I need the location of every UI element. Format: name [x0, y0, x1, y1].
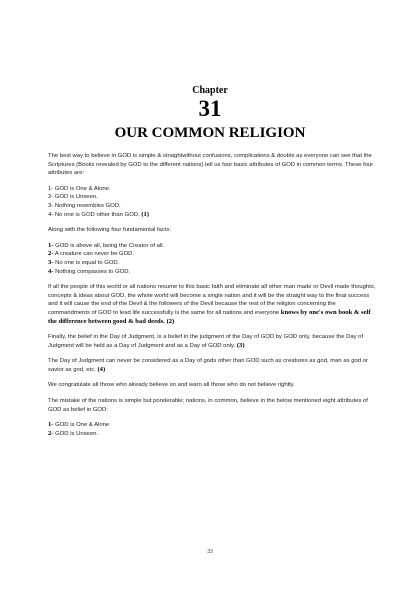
eight-attribute-number: 1- — [48, 421, 54, 429]
eight-attribute-text: GOD is One & Alone — [55, 422, 110, 429]
fact-item — [48, 259, 378, 268]
fact-number: 4- — [48, 267, 54, 275]
judgment-paragraph — [48, 333, 378, 350]
fact-item — [48, 268, 378, 277]
intro-paragraph: The best way to believe in GOD is simple & straightwithout confusions, complications & doubts as everyone can see that the Scriptures (Books revealed by GOD to the different nations) tell us four basic attributes of GOD in common terms. These four attributes are: — [48, 153, 374, 177]
footnote-ref: (2) — [166, 317, 175, 325]
attributes-list — [48, 185, 378, 219]
fact-text: A creature can never be GOD. — [54, 251, 135, 258]
chapter-body — [48, 152, 378, 445]
fact-number: 2- — [48, 250, 54, 258]
eight-attribute-item — [48, 421, 378, 430]
day-of-gods-text: The Day of Judgment can never be considered as a Day of gods other than GOD such as creatures as god, man as god or savior as god, etc. — [48, 358, 368, 373]
fact-number: 3- — [48, 258, 54, 266]
eight-attribute-text: GOD is Unseen. — [55, 430, 99, 437]
world-paragraph-end: knows by one's own book & self the difference between good & bad deeds. — [48, 308, 371, 325]
page-number: 33 — [207, 549, 213, 555]
fact-number: 1- — [48, 241, 54, 249]
footnote-ref: (1) — [141, 210, 150, 218]
world-paragraph-text: If all the people of this world or all nations resume to this basic faith and eliminate all other man made or Devil made thoughts, concepts & ideas about GOD, the whole world will become a single nation and it will be the straight way to the final success and it will cause the end of the Devil & the followers of the Devil because the rest of the religion concerning the commandments of GOD to lead life successfully is the same for all nations and everyone — [48, 284, 376, 316]
congratulate-paragraph: We congratulate all those who already believe so and warn all those who do not believe rightly. — [48, 382, 295, 389]
judgment-paragraph-text: Finally, the belief in the Day of Judgment, is a belief in the judgment of the Day of GOD by GOD only, because the Day of Judgment will be held as a Day of Judgment and as a Day of GOD only. — [48, 334, 364, 349]
footnote-ref: (4) — [97, 365, 106, 373]
eight-attribute-item — [48, 430, 378, 439]
fact-item — [48, 242, 378, 251]
chapter-title: OUR COMMON RELIGION — [114, 125, 306, 141]
chapter-label: Chapter — [192, 85, 228, 96]
attribute-item — [48, 211, 378, 220]
attribute-item: 1- GOD is One & Alone. — [48, 185, 111, 192]
facts-list — [48, 242, 378, 276]
day-of-gods-paragraph — [48, 357, 378, 374]
attribute-item: 2- GOD is Unseen. — [48, 194, 98, 201]
chapter-number: 31 — [198, 96, 222, 121]
attribute-item: 3- Nothing resembles GOD. — [48, 202, 121, 209]
attribute-item-text: 4- No one is GOD other than GOD. — [48, 211, 140, 218]
eight-attributes-list — [48, 421, 378, 438]
facts-intro: Along with the following four fundamental facts: — [48, 227, 172, 234]
mistake-paragraph: The mistake of the nations is simple but ponderable; nations, in common, believe in the below mentioned eight attributes of GOD as belief in GOD: — [48, 398, 368, 413]
eight-attribute-number: 2- — [48, 429, 54, 437]
fact-item — [48, 250, 378, 259]
world-paragraph — [48, 283, 378, 326]
footnote-ref: (3) — [236, 341, 245, 349]
fact-text: GOD is above all, being the Creator of all. — [55, 242, 165, 249]
fact-text: No one is equal to GOD. — [55, 259, 120, 266]
fact-text: Nothing compasses to GOD. — [55, 268, 131, 275]
